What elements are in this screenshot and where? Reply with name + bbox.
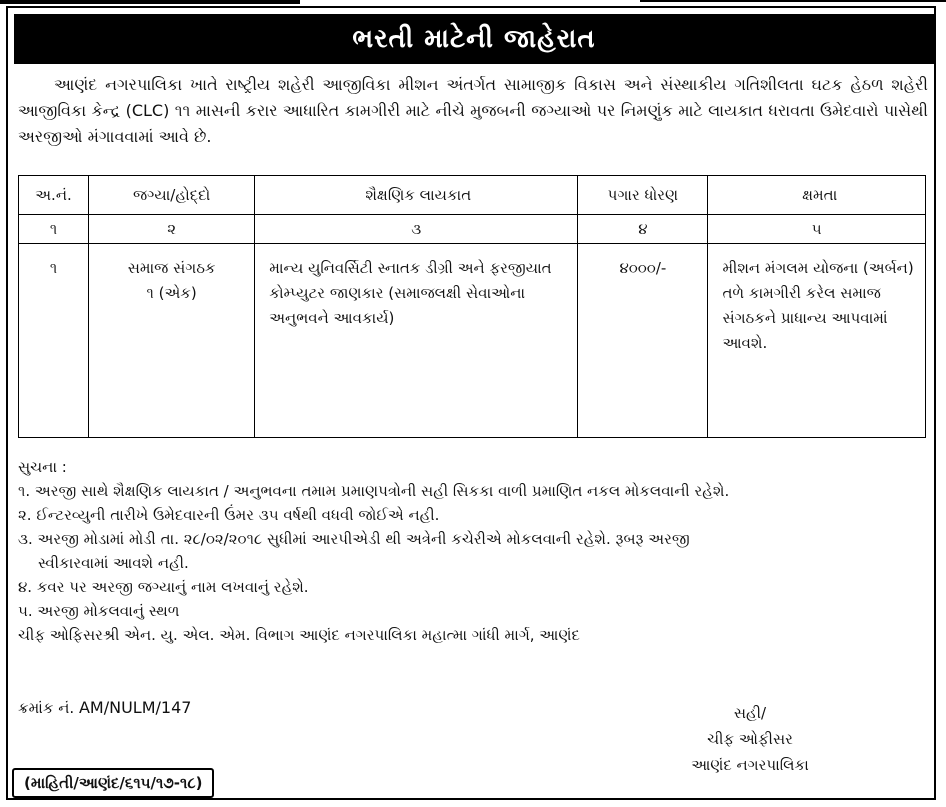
column-number: ૨ bbox=[89, 215, 255, 244]
post-name: સમાજ સંગઠક bbox=[127, 259, 216, 277]
top-rule-right bbox=[640, 0, 946, 2]
reference-number bbox=[18, 698, 191, 717]
row-salary: ૪૦૦૦/- bbox=[578, 244, 708, 438]
column-number: ૪ bbox=[578, 215, 708, 244]
column-number-row bbox=[19, 215, 926, 244]
signature-line: સહી/ bbox=[733, 704, 767, 722]
table-row bbox=[19, 244, 926, 438]
header-salary: પગાર ધોરણ bbox=[578, 176, 708, 215]
top-rule-left bbox=[0, 0, 300, 4]
info-department-tag: (માહિતી/આણંદ/૬૧૫/૧૭-૧૮) bbox=[12, 768, 214, 798]
signature-office: આણંદ નગરપાલિકા bbox=[691, 756, 809, 774]
instructions-heading: સુચના : bbox=[18, 458, 67, 476]
post-count: ૧ (એક) bbox=[146, 284, 197, 302]
column-number: ૩ bbox=[255, 215, 578, 244]
row-capacity: મીશન મંગલમ યોજના (અર્બન) તળે કામગીરી કરેલ સમાજ સંગઠકને પ્રાધાન્ય આપવામાં આવશે. bbox=[708, 244, 926, 438]
signature-block bbox=[640, 700, 860, 778]
header-sr: અ.નં. bbox=[19, 176, 89, 215]
instruction-item: ૪. કવર પર અરજી જગ્યાનું નામ લખવાનું રહેશે. bbox=[18, 578, 309, 596]
instruction-item: ૫. અરજી મોકલવાનું સ્થળ bbox=[18, 602, 180, 620]
column-number: ૧ bbox=[19, 215, 89, 244]
intro-paragraph bbox=[18, 72, 928, 150]
instruction-item: ૨. ઈન્ટરવ્યુની તારીખે ઉમેદવારની ઉંમર ૩૫ વર્ષથી વધવી જોઈએ નહી. bbox=[18, 506, 440, 524]
instruction-item: ૩. અરજી મોડામાં મોડી તા. ૨૮/૦૨/૨૦૧૮ સુધીમાં આરપીએડી થી અત્રેની કચેરીએ મોકલવાની રહેશે. રૂબરૂ અરજી bbox=[18, 530, 690, 548]
reference-label: ક્રમાંક નં. bbox=[18, 699, 75, 717]
row-qualification: માન્ય યુનિવર્સિટી સ્નાતક ડીગ્રી અને ફરજીયાત કોમ્પ્યુટર જાણકાર (સમાજલક્ષી સેવાઓના અનુભવને આવકાર્ય) bbox=[255, 244, 578, 438]
posts-table bbox=[18, 175, 926, 438]
row-post bbox=[89, 244, 255, 438]
advert-title: ભરતી માટેની જાહેરાત bbox=[14, 14, 934, 64]
address-line: ચીફ ઓફિસરશ્રી એન. યુ. એલ. એમ. વિભાગ આણંદ નગરપાલિકા મહાત્મા ગાંધી માર્ગ, આણંદ bbox=[18, 626, 580, 644]
header-qualification: શૈક્ષણિક લાયકાત bbox=[255, 176, 578, 215]
table-header-row bbox=[19, 176, 926, 215]
header-post: જગ્યા/હોદ્દો bbox=[89, 176, 255, 215]
instructions bbox=[18, 455, 928, 647]
intro-text: આણંદ નગરપાલિકા ખાતે રાષ્ટ્રીય શહેરી આજીવિકા મીશન અંતર્ગત સામાજીક વિકાસ અને સંસ્થાકીય ગતિશીલતા ઘટક હેઠળ શહેરી આજીવિકા કેન્દ્ર (CLC) ૧૧ માસની કરાર આધારિત કામગીરી માટે નીચે મુજબની જગ્યાઓ પર નિમણુંક માટે લાયકાત ધરાવતા ઉમેદવારો પાસેથી અરજીઓ મંગાવવામાં આવે છે. bbox=[18, 75, 928, 146]
row-sr: ૧ bbox=[19, 244, 89, 438]
column-number: ૫ bbox=[708, 215, 926, 244]
header-capacity: ક્ષમતા bbox=[708, 176, 926, 215]
instruction-item: ૧. અરજી સાથે શૈક્ષણિક લાયકાત / અનુભવના તમામ પ્રમાણપત્રોની સહી સિકકા વાળી પ્રમાણિત નકલ મોકલવાની રહેશે. bbox=[18, 482, 730, 500]
instruction-item-continued: સ્વીકારવામાં આવશે નહી. bbox=[38, 554, 189, 572]
reference-value: AM/NULM/147 bbox=[78, 698, 192, 717]
signature-designation: ચીફ ઓફીસર bbox=[707, 730, 793, 748]
